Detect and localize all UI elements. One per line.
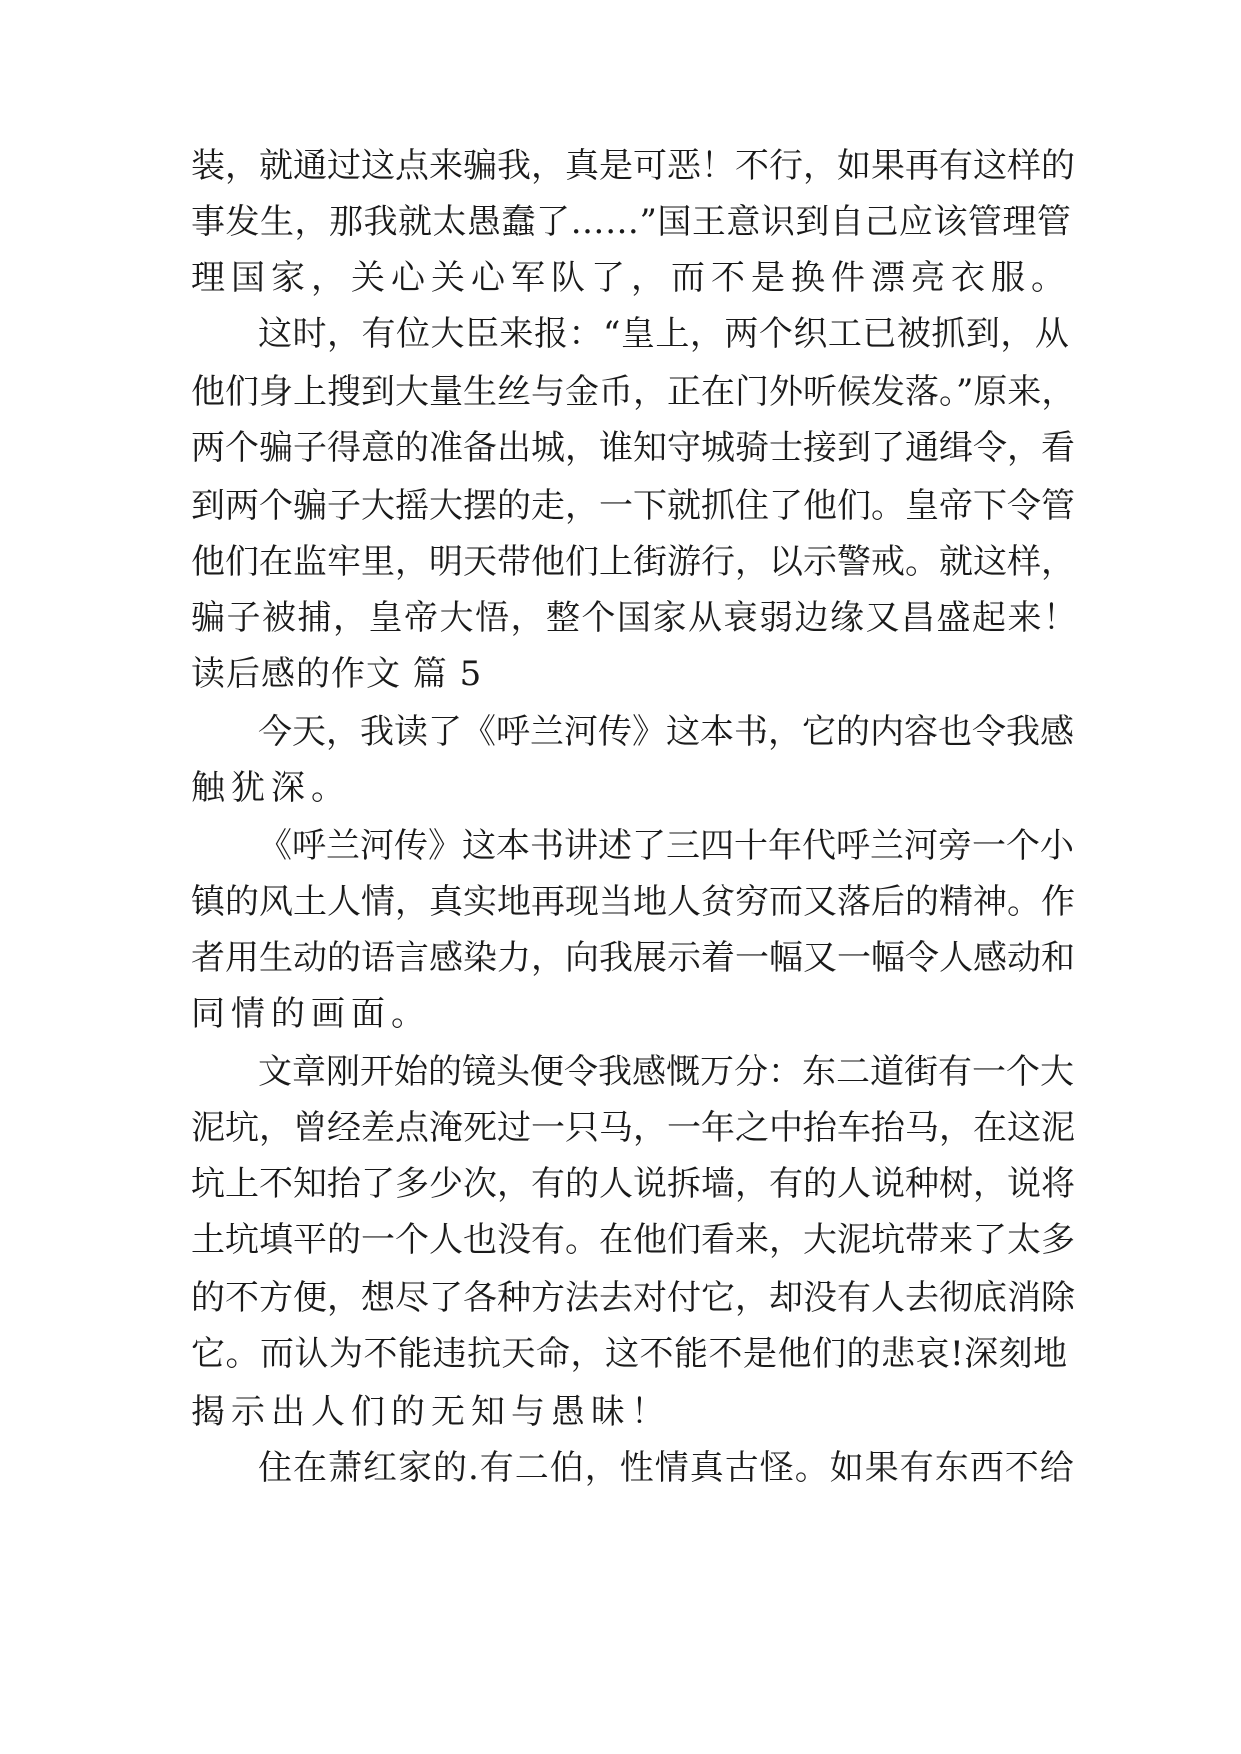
paragraph-start-line: 这时，有位大臣来报：“皇上，两个织工已被抓到，从 [258,314,1070,354]
text-line: 土坑填平的一个人也没有。在他们看来，大泥坑带来了太多 [191,1220,1075,1260]
paragraph-start-line: 《呼兰河传》这本书讲述了三四十年代呼兰河旁一个小 [258,826,1074,866]
text-line: 他们身上搜到大量生丝与金币，正在门外听候发落。”原来， [191,372,1076,412]
text-line: 镇的风土人情，真实地再现当地人贫穷而又落后的精神。作 [191,882,1075,922]
text-line: 它。而认为不能违抗天命，这不能不是他们的悲哀!深刻地 [191,1334,1068,1374]
text-line: 到两个骗子大摇大摆的走，一下就抓住了他们。皇帝下令管 [191,486,1075,526]
text-line: 揭示出人们的无知与愚昧！ [191,1392,671,1432]
paragraph-start-line: 文章刚开始的镜头便令我感慨万分：东二道街有一个大 [258,1052,1074,1092]
paragraph-start-line: 住在萧红家的.有二伯，性情真古怪。如果有东西不给 [258,1448,1075,1488]
text-line: 坑上不知抬了多少次，有的人说拆墙，有的人说种树，说将 [191,1164,1075,1204]
text-line: 同情的画面。 [191,994,431,1034]
paragraph-start-line: 今天，我读了《呼兰河传》这本书，它的内容也令我感 [258,712,1074,752]
text-line: 两个骗子得意的准备出城，谁知守城骑士接到了通缉令，看 [191,428,1075,468]
text-line: 的不方便，想尽了各种方法去对付它，却没有人去彻底消除 [191,1278,1075,1318]
text-line: 理国家，关心关心军队了，而不是换件漂亮衣服。 [191,258,1071,298]
text-line: 事发生，那我就太愚蠢了……”国王意识到自己应该管理管 [191,202,1072,242]
text-line: 触犹深。 [191,768,351,808]
text-line: 骗子被捕，皇帝大悟，整个国家从衰弱边缘又昌盛起来！ [191,598,1079,638]
text-line: 泥坑，曾经差点淹死过一只马，一年之中抬车抬马，在这泥 [191,1108,1075,1148]
text-line: 者用生动的语言感染力，向我展示着一幅又一幅令人感动和 [191,938,1075,978]
text-line: 装，就通过这点来骗我，真是可恶！不行，如果再有这样的 [191,146,1075,186]
text-line: 他们在监牢里，明天带他们上街游行，以示警戒。就这样， [191,542,1075,582]
section-heading: 读后感的作文 篇 5 [191,654,483,694]
